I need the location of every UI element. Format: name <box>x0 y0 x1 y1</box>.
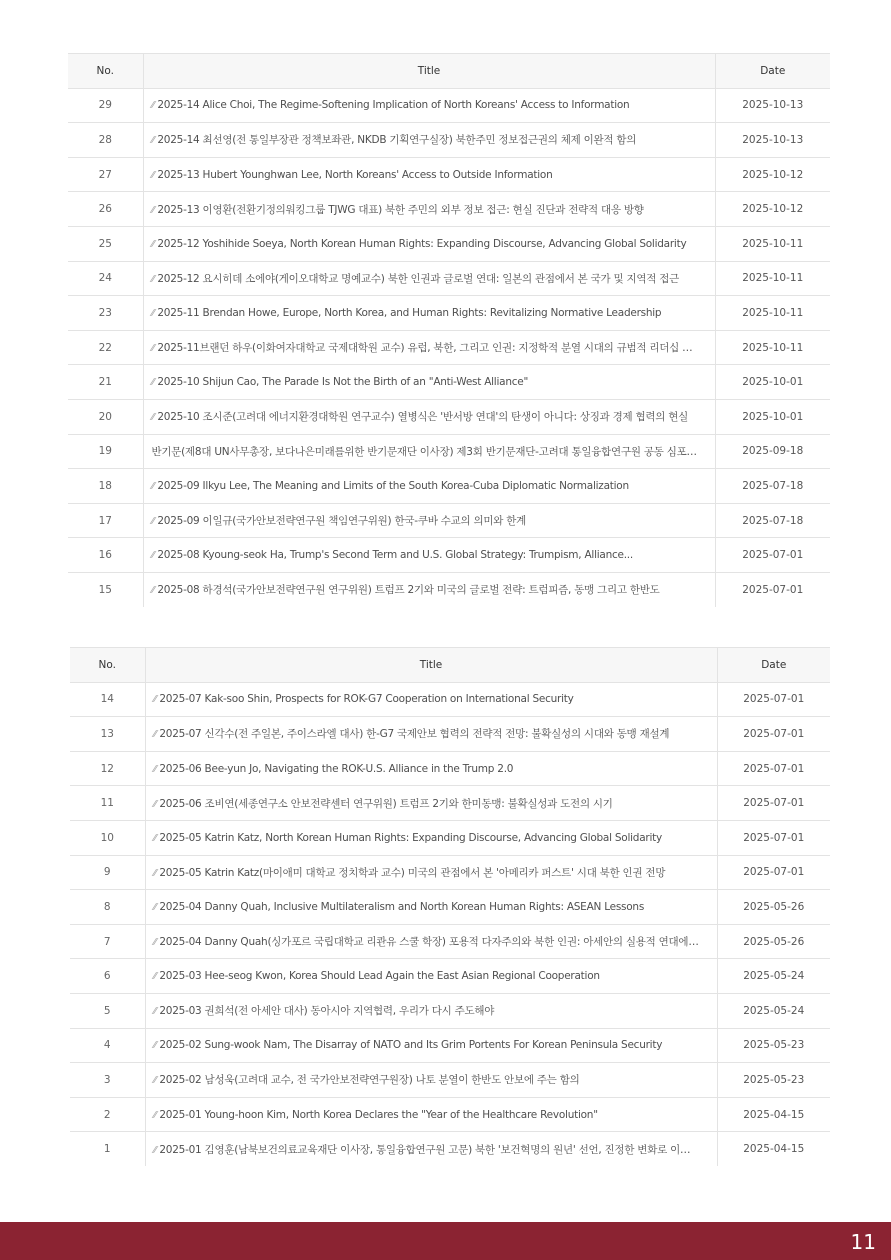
table-body <box>68 88 830 606</box>
attachment-icon: ⁄⁄ <box>151 100 155 112</box>
table-row <box>68 296 830 331</box>
attachment-icon: ⁄⁄ <box>153 1144 157 1156</box>
row-number: 12 <box>70 751 145 786</box>
table-row <box>68 192 830 227</box>
row-title-cell[interactable] <box>145 924 717 959</box>
row-date: 2025-04-15 <box>717 1132 830 1166</box>
table-row <box>70 820 830 855</box>
row-title-link[interactable]: 2025-10 Shijun Cao, The Parade Is Not the Birth of an "Anti-West Alliance" <box>157 376 529 389</box>
row-title-cell[interactable] <box>143 538 715 573</box>
row-title-link[interactable]: 2025-10 조시준(고려대 에너지환경대학원 연구교수) 열병식은 '반서방 연대'의 탄생이 아니다: 상징과 경제 협력의 현실 <box>157 411 689 424</box>
row-number: 13 <box>70 717 145 752</box>
row-title-link[interactable]: 2025-07 신각수(전 주일본, 주이스라엘 대사) 한-G7 국제안보 협력의 전략적 전망: 불확실성의 시대와 동맹 재설계 <box>159 728 670 741</box>
row-title-cell[interactable] <box>143 503 715 538</box>
row-number: 11 <box>70 786 145 821</box>
row-title-link[interactable]: 2025-07 Kak-soo Shin, Prospects for ROK-G7 Cooperation on International Security <box>159 693 574 706</box>
row-title-cell[interactable] <box>145 1063 717 1098</box>
row-date: 2025-07-01 <box>717 786 830 821</box>
row-title-link[interactable]: 2025-02 Sung-wook Nam, The Disarray of NATO and Its Grim Portents For Korean Peninsula Security <box>159 1039 663 1052</box>
row-title-link[interactable]: 2025-09 이일규(국가안보전략연구원 책임연구위원) 한국-쿠바 수교의 의미와 한계 <box>157 515 527 528</box>
row-title-link[interactable]: 2025-01 Young-hoon Kim, North Korea Declares the "Year of the Healthcare Revolution" <box>159 1108 598 1121</box>
row-title-link[interactable]: 2025-14 최선영(전 통일부장관 정책보좌관, NKDB 기획연구실장) 북한주민 정보접근권의 체제 이완적 함의 <box>157 134 637 147</box>
column-header-title: Title <box>143 54 715 89</box>
row-date: 2025-10-12 <box>715 192 830 227</box>
row-number: 27 <box>68 157 143 192</box>
table-row <box>70 717 830 752</box>
attachment-icon: ⁄⁄ <box>153 763 157 775</box>
row-number: 7 <box>70 924 145 959</box>
table-row <box>68 365 830 400</box>
attachment-icon: ⁄⁄ <box>153 1075 157 1087</box>
attachment-icon: ⁄⁄ <box>151 135 155 147</box>
footer-bar <box>0 1222 891 1260</box>
publications-table-2 <box>70 647 830 1166</box>
attachment-icon: ⁄⁄ <box>151 516 155 528</box>
table-row <box>70 959 830 994</box>
row-title-link[interactable]: 2025-03 권희석(전 아세안 대사) 동아시아 지역협력, 우리가 다시 주도해야 <box>159 1005 495 1018</box>
attachment-icon: ⁄⁄ <box>151 343 155 355</box>
row-number: 10 <box>70 820 145 855</box>
row-date: 2025-07-18 <box>715 503 830 538</box>
table-row <box>70 1132 830 1166</box>
table-header-row <box>68 54 830 89</box>
table-row <box>70 682 830 717</box>
row-number: 29 <box>68 88 143 123</box>
row-number: 28 <box>68 123 143 158</box>
column-header-date: Date <box>717 648 830 683</box>
row-number: 18 <box>68 469 143 504</box>
column-header-no: No. <box>70 648 145 683</box>
row-date: 2025-05-23 <box>717 1063 830 1098</box>
attachment-icon: ⁄⁄ <box>153 937 157 949</box>
table-row <box>70 924 830 959</box>
column-header-date: Date <box>715 54 830 89</box>
table-header-row <box>70 648 830 683</box>
row-title-link[interactable]: 2025-13 Hubert Younghwan Lee, North Koreans' Access to Outside Information <box>157 168 553 181</box>
row-date: 2025-09-18 <box>715 434 830 469</box>
row-title-link[interactable]: 2025-06 조비연(세종연구소 안보전략센터 연구위원) 트럼프 2기와 한미동맹: 불확실성과 도전의 시기 <box>159 797 613 810</box>
row-title-cell[interactable] <box>145 682 717 717</box>
row-date: 2025-10-11 <box>715 296 830 331</box>
row-date: 2025-05-23 <box>717 1028 830 1063</box>
table-row <box>70 993 830 1028</box>
table-row <box>68 399 830 434</box>
column-header-no: No. <box>68 54 143 89</box>
attachment-icon: ⁄⁄ <box>151 480 155 492</box>
row-date: 2025-05-24 <box>717 959 830 994</box>
table-row <box>68 503 830 538</box>
row-title-link[interactable]: 2025-08 하경석(국가안보전략연구원 연구위원) 트럼프 2기와 미국의 글로벌 전략: 트럼피즘, 동맹 그리고 한반도 <box>157 584 660 597</box>
table-row <box>68 226 830 261</box>
row-title-cell[interactable] <box>143 365 715 400</box>
row-title-cell[interactable] <box>143 261 715 296</box>
row-number: 1 <box>70 1132 145 1166</box>
attachment-icon: ⁄⁄ <box>153 971 157 983</box>
table-row <box>70 1028 830 1063</box>
row-title-link[interactable]: 2025-06 Bee-yun Jo, Navigating the ROK-U.S. Alliance in the Trump 2.0 <box>159 762 514 775</box>
row-date: 2025-10-01 <box>715 365 830 400</box>
row-number: 15 <box>68 572 143 606</box>
row-date: 2025-05-26 <box>717 890 830 925</box>
row-title-cell[interactable] <box>145 786 717 821</box>
row-title-link[interactable]: 반기문(제8대 UN사무총장, 보다나은미래를위한 반기문재단 이사장) 제3회 반기문재단-고려대 통일융합연구원 공동 심포… <box>151 445 697 458</box>
row-title-cell[interactable] <box>143 226 715 261</box>
row-number: 14 <box>70 682 145 717</box>
row-date: 2025-10-01 <box>715 399 830 434</box>
row-number: 19 <box>68 434 143 469</box>
row-title-link[interactable]: 2025-09 Ilkyu Lee, The Meaning and Limits of the South Korea-Cuba Diplomatic Normalization <box>157 479 629 492</box>
row-number: 26 <box>68 192 143 227</box>
table-row <box>68 261 830 296</box>
row-title-link[interactable]: 2025-13 이영환(전환기정의워킹그룹 TJWG 대표) 북한 주민의 외부 정보 접근: 현실 진단과 전략적 대응 방향 <box>157 203 644 216</box>
row-title-link[interactable]: 2025-03 Hee-seog Kwon, Korea Should Lead Again the East Asian Regional Cooperation <box>159 970 600 983</box>
row-date: 2025-04-15 <box>717 1097 830 1132</box>
table-row <box>70 751 830 786</box>
row-number: 2 <box>70 1097 145 1132</box>
attachment-icon: ⁄⁄ <box>151 412 155 424</box>
row-date: 2025-07-01 <box>717 820 830 855</box>
row-title-cell[interactable] <box>145 890 717 925</box>
row-date: 2025-07-01 <box>715 538 830 573</box>
table-row <box>70 855 830 890</box>
row-title-cell[interactable] <box>145 1132 717 1166</box>
attachment-icon: ⁄⁄ <box>153 1006 157 1018</box>
row-number: 22 <box>68 330 143 365</box>
table-row <box>68 157 830 192</box>
row-number: 17 <box>68 503 143 538</box>
row-title-link[interactable]: 2025-05 Katrin Katz, North Korean Human Rights: Expanding Discourse, Advancing Global Solidarity <box>159 831 662 844</box>
row-title-cell[interactable] <box>145 820 717 855</box>
table-row <box>68 469 830 504</box>
table-row <box>68 123 830 158</box>
attachment-icon: ⁄⁄ <box>151 585 155 597</box>
row-date: 2025-07-01 <box>717 682 830 717</box>
row-number: 4 <box>70 1028 145 1063</box>
attachment-icon: ⁄⁄ <box>153 901 157 913</box>
row-title-cell[interactable] <box>145 1028 717 1063</box>
row-title-link[interactable]: 2025-08 Kyoung-seok Ha, Trump's Second Term and U.S. Global Strategy: Trumpism, Alliance... <box>157 549 633 562</box>
row-title-link[interactable]: 2025-11브랜던 하우(이화여자대학교 국제대학원 교수) 유럽, 북한, 그리고 인권: 지정학적 분열 시대의 규범적 리더십 … <box>157 342 693 355</box>
row-title-cell[interactable] <box>143 399 715 434</box>
table-row <box>70 1063 830 1098</box>
row-date: 2025-07-01 <box>717 855 830 890</box>
page-number: 11 <box>850 1230 876 1254</box>
table-row <box>68 572 830 606</box>
row-title-link[interactable]: 2025-14 Alice Choi, The Regime-Softening Implication of North Koreans' Access to Information <box>157 99 630 112</box>
table-row <box>70 890 830 925</box>
table-row <box>70 786 830 821</box>
row-number: 20 <box>68 399 143 434</box>
row-number: 16 <box>68 538 143 573</box>
row-title-cell[interactable] <box>145 1097 717 1132</box>
table-row <box>68 434 830 469</box>
row-title-cell[interactable] <box>143 157 715 192</box>
row-title-link[interactable]: 2025-04 Danny Quah, Inclusive Multilateralism and North Korean Human Rights: ASEAN Lessons <box>159 900 645 913</box>
row-number: 3 <box>70 1063 145 1098</box>
row-title-link[interactable]: 2025-12 요시히데 소에야(게이오대학교 명예교수) 북한 인권과 글로벌 연대: 일본의 관점에서 본 국가 및 지역적 접근 <box>157 272 680 285</box>
row-title-link[interactable]: 2025-01 김영훈(남북보건의료교육재단 이사장, 통일융합연구원 고문) 북한 '보건혁명의 원년' 선언, 진정한 변화로 이… <box>159 1143 691 1156</box>
row-title-cell[interactable] <box>143 469 715 504</box>
table-body <box>70 682 830 1166</box>
row-number: 23 <box>68 296 143 331</box>
row-date: 2025-10-11 <box>715 226 830 261</box>
attachment-icon: ⁄⁄ <box>153 694 157 706</box>
row-title-cell[interactable] <box>143 192 715 227</box>
attachment-icon: ⁄⁄ <box>151 307 155 319</box>
row-title-cell[interactable] <box>143 434 715 469</box>
row-title-cell[interactable] <box>143 296 715 331</box>
row-title-cell[interactable] <box>143 123 715 158</box>
row-title-cell[interactable] <box>145 717 717 752</box>
row-date: 2025-07-01 <box>717 751 830 786</box>
publications-table-1 <box>68 53 830 607</box>
row-title-cell[interactable] <box>143 330 715 365</box>
table-row <box>70 1097 830 1132</box>
attachment-icon: ⁄⁄ <box>151 204 155 216</box>
column-header-title: Title <box>145 648 717 683</box>
row-title-cell[interactable] <box>143 572 715 606</box>
row-number: 24 <box>68 261 143 296</box>
row-number: 6 <box>70 959 145 994</box>
row-date: 2025-05-26 <box>717 924 830 959</box>
row-date: 2025-10-13 <box>715 123 830 158</box>
attachment-icon: ⁄⁄ <box>153 798 157 810</box>
table-row <box>68 88 830 123</box>
row-number: 9 <box>70 855 145 890</box>
attachment-icon: ⁄⁄ <box>153 832 157 844</box>
attachment-icon: ⁄⁄ <box>151 273 155 285</box>
attachment-icon: ⁄⁄ <box>153 867 157 879</box>
row-title-cell[interactable] <box>145 751 717 786</box>
row-title-cell[interactable] <box>143 88 715 123</box>
attachment-icon: ⁄⁄ <box>151 377 155 389</box>
row-title-link[interactable]: 2025-05 Katrin Katz(마이애미 대학교 정치학과 교수) 미국의 관점에서 본 '아메리카 퍼스트' 시대 북한 인권 전망 <box>159 866 666 879</box>
row-number: 25 <box>68 226 143 261</box>
table-row <box>68 538 830 573</box>
row-title-cell[interactable] <box>145 993 717 1028</box>
attachment-icon: ⁄⁄ <box>153 729 157 741</box>
attachment-icon: ⁄⁄ <box>151 169 155 181</box>
attachment-icon: ⁄⁄ <box>153 1109 157 1121</box>
row-date: 2025-10-11 <box>715 330 830 365</box>
row-date: 2025-10-12 <box>715 157 830 192</box>
row-title-cell[interactable] <box>145 959 717 994</box>
row-number: 5 <box>70 993 145 1028</box>
row-title-link[interactable]: 2025-02 남성욱(고려대 교수, 전 국가안보전략연구원장) 나토 분열이 한반도 안보에 주는 함의 <box>159 1074 580 1087</box>
row-date: 2025-05-24 <box>717 993 830 1028</box>
row-date: 2025-10-13 <box>715 88 830 123</box>
row-date: 2025-07-18 <box>715 469 830 504</box>
attachment-icon: ⁄⁄ <box>151 550 155 562</box>
row-title-cell[interactable] <box>145 855 717 890</box>
row-number: 21 <box>68 365 143 400</box>
row-title-link[interactable]: 2025-04 Danny Quah(싱가포르 국립대학교 리콴유 스쿨 학장) 포용적 다자주의와 북한 인권: 아세안의 실용적 연대에… <box>159 936 699 949</box>
row-date: 2025-10-11 <box>715 261 830 296</box>
row-date: 2025-07-01 <box>715 572 830 606</box>
row-number: 8 <box>70 890 145 925</box>
row-title-link[interactable]: 2025-12 Yoshihide Soeya, North Korean Human Rights: Expanding Discourse, Advancing Global Solidarity <box>157 237 687 250</box>
attachment-icon: ⁄⁄ <box>151 238 155 250</box>
attachment-icon: ⁄⁄ <box>153 1040 157 1052</box>
table-row <box>68 330 830 365</box>
row-title-link[interactable]: 2025-11 Brendan Howe, Europe, North Korea, and Human Rights: Revitalizing Normative Leadership <box>157 306 662 319</box>
row-date: 2025-07-01 <box>717 717 830 752</box>
